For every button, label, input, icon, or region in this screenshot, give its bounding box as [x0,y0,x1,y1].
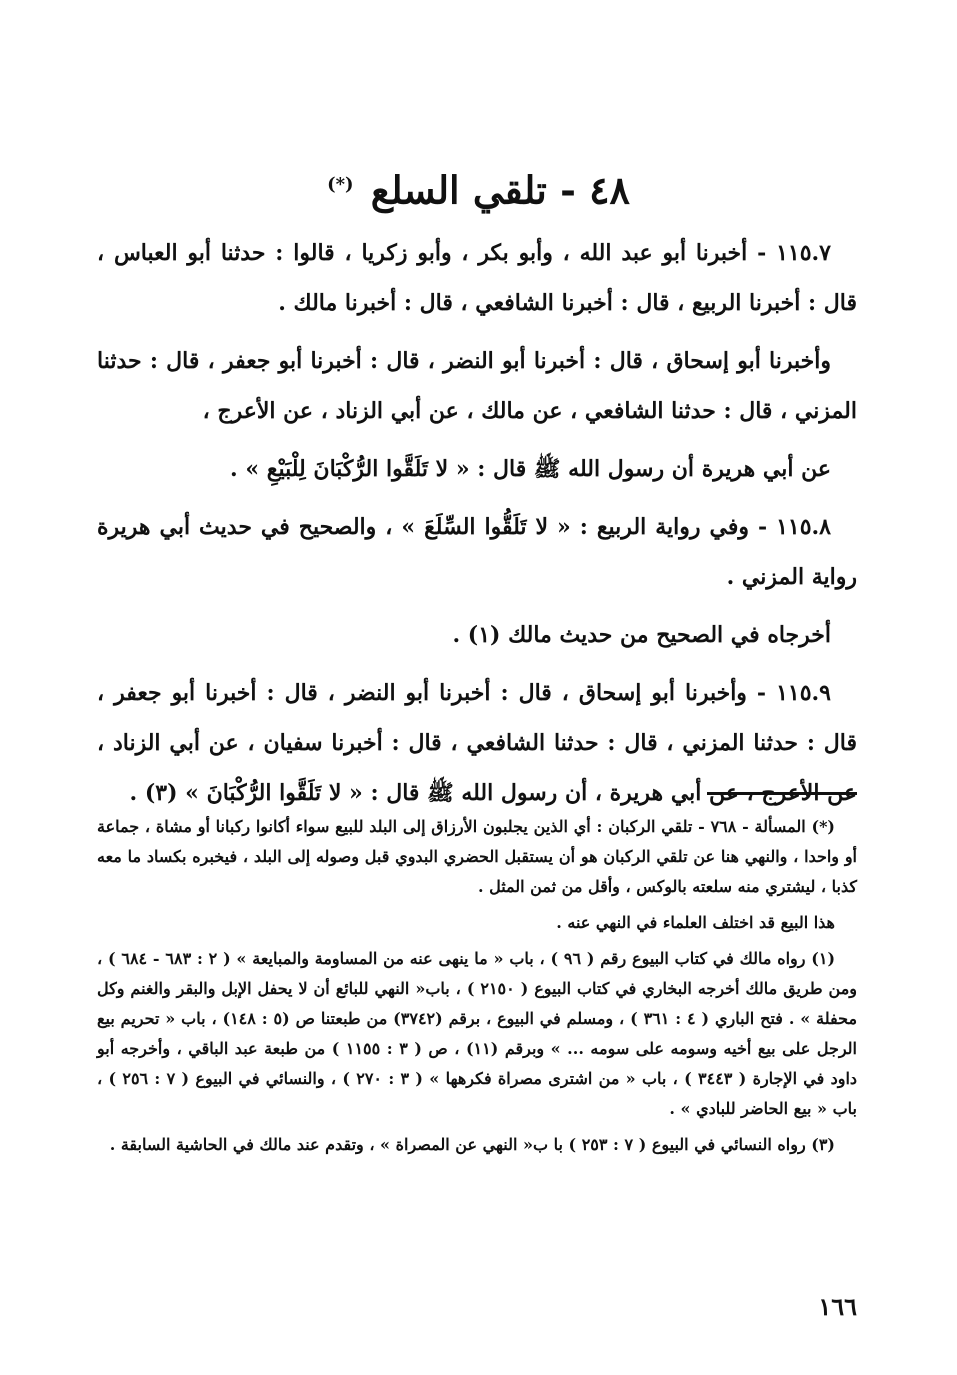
hadith-paragraph-1159: ١١٥.٩ - وأخبرنا أبو إسحاق ، قال : أخبرنا أبو النضر ، قال : أخبرنا أبو جعفر ، قال : حدثنا المزني ، قال : حدثنا الشافعي ، قال : أخبرنا سفيان ، عن أبي الزناد ، عن الأعرج ، عن أبي هريرة ، أن رسول الله ﷺ قال : « لا تَلَقَّوا الرُّكْبَانَ » (٣) . [97,680,857,806]
footnote-star: (*) المسألة - ٧٦٨ - تلقي الركبان : أي الذين يجلبون الأرزاق إلى البلد للبيع سواء أكانوا ركبانا أو مشاة ، جماعة أو واحدا ، والنهي هنا عن تلقي الركبان هو أن يستقبل الحضري البدوي قبل وصوله إلى البلد ، فيخبره بكساد ما معه كذبا ، ليشتري منه سلعته بالوكس ، وأقل من ثمن المثل . [97,817,857,896]
hadith-paragraph-1157: ١١٥.٧ - أخبرنا أبو عبد الله ، وأبو بكر ، وأبو زكريا ، قالوا : حدثنا أبو العباس ، قال : أخبرنا الربيع ، قال : أخبرنا الشافعي ، قال : أخبرنا مالك . [97,240,857,316]
matn-paragraph: عن أبي هريرة أن رسول الله ﷺ قال : « لا تَلَقَّوا الرُّكْبَانَ لِلْبَيْعِ » . [230,456,831,482]
isnad-paragraph: وأخبرنا أبو إسحاق ، قال : أخبرنا أبو النضر ، قال : أخبرنا أبو جعفر ، قال : حدثنا المزني ، قال : حدثنا الشافعي ، عن مالك ، عن أبي الزناد ، عن الأعرج ، [97,348,857,424]
hadith-paragraph-1158: ١١٥.٨ - وفي رواية الربيع : « لا تَلَقُّوا السِّلَعَ » ، والصحيح في حديث أبي هريرة رواية المزني . [97,514,857,590]
footnote-star-marker: (*) [327,174,354,195]
main-text [97,228,857,826]
chapter-title-text: ٤٨ - تلقي السلع [370,167,630,213]
footnote-star-continued: هذا البيع قد اختلف العلماء في النهي عنه . [556,913,835,932]
page-number: ١٦٦ [818,1292,857,1321]
footnotes [97,812,857,1166]
footnote-divider [707,792,857,795]
takhrij-paragraph: أخرجاه في الصحيح من حديث مالك (١) . [452,622,831,648]
footnote-3: (٣) رواه النسائي في البيوع ( ٧ : ٢٥٣ ) با ب« النهي عن المصراة » ، وتقدم عند مالك في الحاشية السابقة . [109,1135,835,1154]
chapter-title [0,160,957,216]
footnote-1: (١) رواه مالك في كتاب البيوع رقم ( ٩٦ ) ، باب « ما ينهى عنه من المساومة والمبايعة » ( ٢ : ٦٨٣ - ٦٨٤ ) ، ومن طريق مالك أخرجه البخاري في كتاب البيوع ( ٢١٥٠ ) ، باب« النهي للبائع أن لا يحفل الإبل والبقر والغنم وكل محفلة » . فتح الباري ( ٤ : ٣٦١ ) ، ومسلم في البيوع ، برقم (٣٧٤٢) من طبعتنا ص (٥ : ١٤٨) ، باب « تحريم بيع الرجل على بيع أخيه وسومه على سومه ... » وبرقم (١١) ، ص ( ٣ : ١١٥٥ ) من طبعة عبد الباقي ، وأخرجه أبو داود في الإجارة ( ٣٤٤٣ ) ، باب « من اشترى مصراة فكرهها » ( ٣ : ٢٧٠ ) ، والنسائي في البيوع ( ٧ : ٢٥٦ ) ، باب « بيع الحاضر للبادي » . [97,949,858,1118]
